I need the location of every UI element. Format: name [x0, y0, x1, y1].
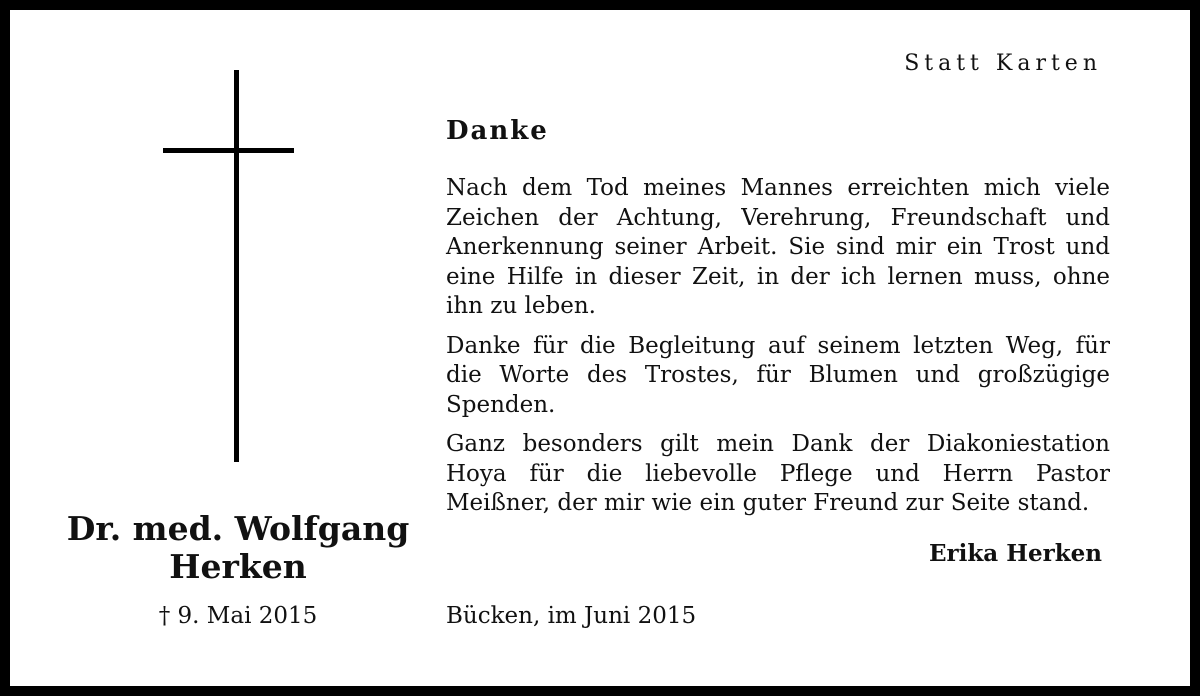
cross-horizontal-bar [163, 148, 294, 153]
death-date: † 9. Mai 2015 [158, 603, 318, 629]
cross-vertical-bar [234, 70, 239, 462]
thanks-paragraph-1: Nach dem Tod meines Mannes erreichten mich viele Zeichen der Achtung, Verehrung, Freundschaft und Anerkennung seiner Arbeit. Sie sind mir ein Trost und eine Hilfe in dieser Zeit, in der ich lernen muss, ohne ihn zu leben. [446, 175, 1110, 319]
place-date: Bücken, im Juni 2015 [446, 603, 697, 629]
deceased-name-line2: Herken [169, 547, 307, 586]
deceased-name [50, 510, 426, 586]
signature: Erika Herken [928, 540, 1102, 567]
thanks-paragraph-2: Danke für die Begleitung auf seinem letzten Weg, für die Worte des Trostes, für Blumen und großzügige Spenden. [446, 332, 1110, 418]
thanks-paragraph-3: Ganz besonders gilt mein Dank der Diakoniestation Hoya für die liebevolle Pflege und Herrn Pastor Meißner, der mir wie ein guter Freund zur Seite stand. [446, 431, 1110, 516]
thanks-body [446, 174, 1110, 529]
statt-karten-label: Statt Karten [904, 51, 1102, 76]
thanks-heading: Danke [446, 116, 549, 146]
deceased-name-line1: Dr. med. Wolfgang [66, 509, 410, 548]
